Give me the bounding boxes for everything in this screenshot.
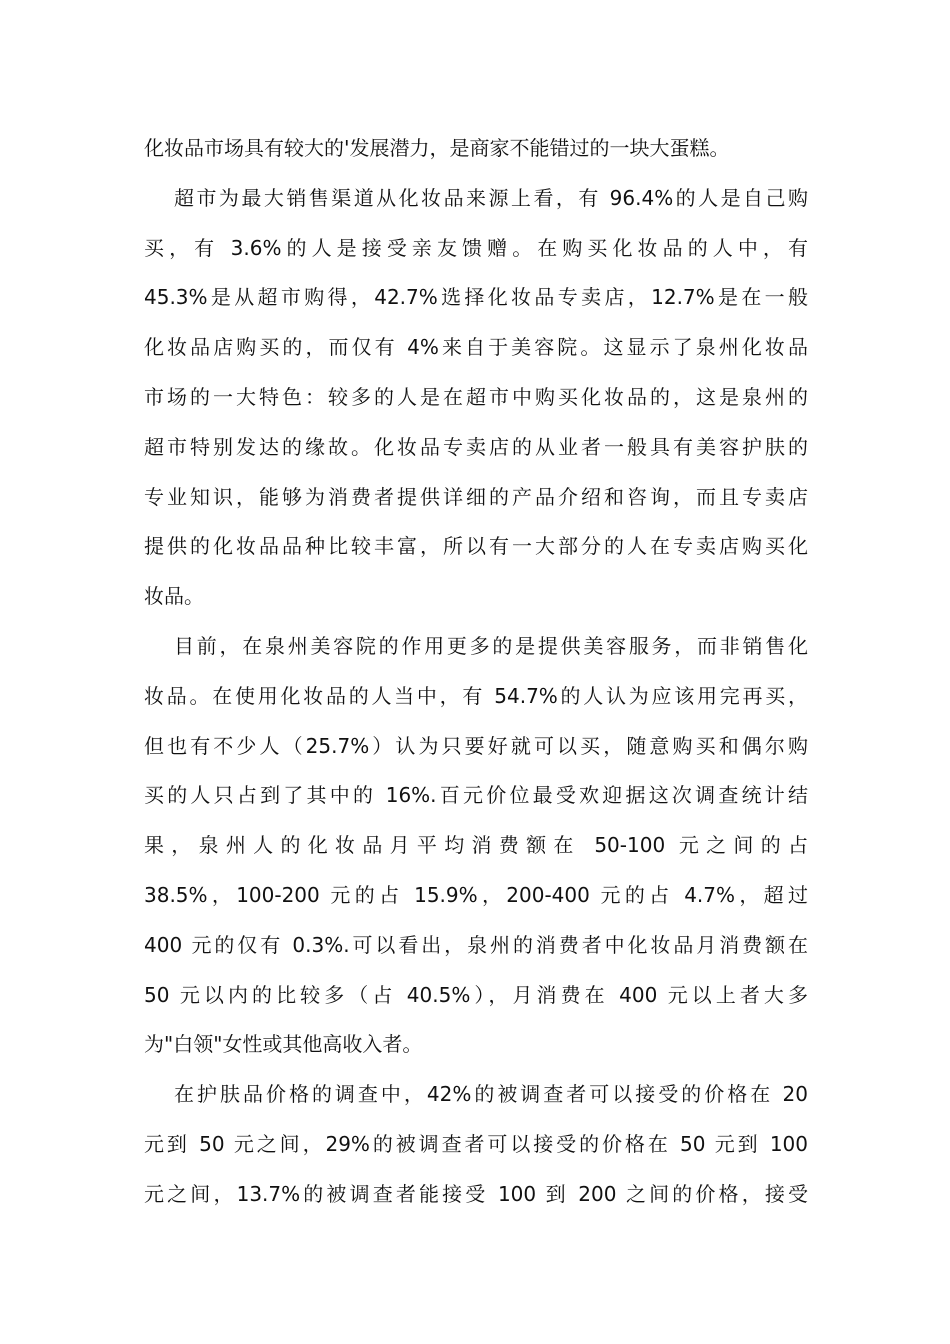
- text-line: 妆品。: [144, 584, 204, 609]
- text-line: 专业知识，能够为消费者提供详细的产品介绍和咨询，而且专卖店: [144, 484, 808, 509]
- text-line: 45.3%是从超市购得，42.7%选择化妆品专卖店，12.7%是在一般: [144, 285, 808, 310]
- paragraph-start-line: 在护肤品价格的调查中，42%的被调查者可以接受的价格在 20: [174, 1082, 808, 1107]
- text-line: 市场的一大特色：较多的人是在超市中购买化妆品的，这是泉州的: [144, 384, 808, 409]
- body-text: [144, 124, 808, 1220]
- text-line: 化妆品店购买的，而仅有 4%来自于美容院。这显示了泉州化妆品: [144, 335, 808, 360]
- text-line: 元到 50 元之间，29%的被调查者可以接受的价格在 50 元到 100: [144, 1131, 808, 1156]
- text-line: 化妆品市场具有较大的'发展潜力，是商家不能错过的一块大蛋糕。: [144, 136, 730, 160]
- text-line: 但也有不少人（25.7%）认为只要好就可以买，随意购买和偶尔购: [144, 733, 808, 758]
- text-line: 元之间，13.7%的被调查者能接受 100 到 200 之间的价格，接受: [144, 1181, 808, 1206]
- text-line: 38.5%，100-200 元的占 15.9%，200-400 元的占 4.7%，超过: [144, 882, 808, 907]
- text-line: 超市特别发达的缘故。化妆品专卖店的从业者一般具有美容护肤的: [144, 434, 808, 459]
- text-line: 为"白领"女性或其他高收入者。: [144, 1032, 423, 1057]
- text-line: 买的人只占到了其中的 16%.百元价位最受欢迎据这次调查统计结: [144, 783, 808, 808]
- text-line: 50 元以内的比较多（占 40.5%），月消费在 400 元以上者大多: [144, 982, 808, 1007]
- paragraph-start-line: 目前，在泉州美容院的作用更多的是提供美容服务，而非销售化: [174, 633, 808, 658]
- text-line: 果，泉州人的化妆品月平均消费额在 50-100 元之间的占: [144, 833, 808, 858]
- text-line: 买，有 3.6%的人是接受亲友馈赠。在购买化妆品的人中，有: [144, 235, 808, 260]
- text-line: 妆品。在使用化妆品的人当中，有 54.7%的人认为应该用完再买，: [144, 683, 808, 708]
- text-line: 提供的化妆品品种比较丰富，所以有一大部分的人在专卖店购买化: [144, 534, 808, 559]
- text-line: 400 元的仅有 0.3%.可以看出，泉州的消费者中化妆品月消费额在: [144, 932, 808, 957]
- paragraph-start-line: 超市为最大销售渠道从化妆品来源上看，有 96.4%的人是自己购: [174, 185, 808, 210]
